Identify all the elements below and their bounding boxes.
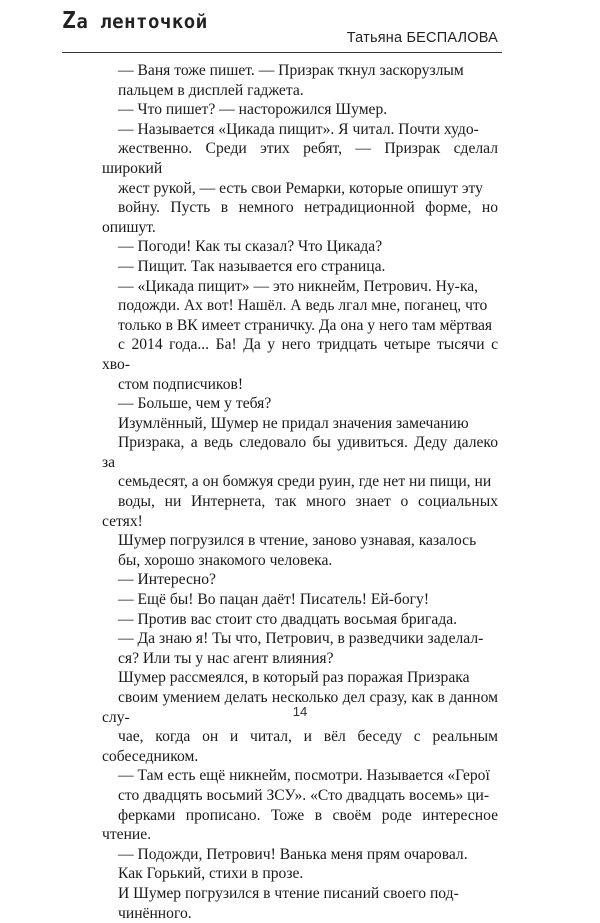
text-line: с 2014 года... Ба! Да у него тридцать четыре тысячи с хво- xyxy=(102,336,498,373)
text-line: — Интересно? xyxy=(118,571,216,589)
text-line: своим умением делать несколько дел сразу, как в данном слу- xyxy=(102,689,498,726)
text-line: И Шумер погрузился в чтение писаний своего под- xyxy=(118,884,459,902)
text-line: подожди. Ах вот! Нашёл. А ведь лгал мне, поганец, что xyxy=(118,297,488,315)
text-line: Призрака, а ведь следовало бы удивиться. Деду далеко за xyxy=(102,434,498,471)
series-title-initial: Z xyxy=(62,8,77,34)
text-line: — Да знаю я! Ты что, Петрович, в разведчики заделал- xyxy=(118,630,484,648)
text-line: сто двадцять восьмий ЗСУ». «Сто двадцать восемь» ци- xyxy=(118,786,490,804)
text-line: Как Горький, стихи в прозе. xyxy=(118,865,304,883)
header-rule xyxy=(62,52,502,53)
text-line: семьдесят, а он бомжуя среди руин, где нет ни пищи, ни xyxy=(118,473,492,491)
text-line: чае, когда он и читал, и вёл беседу с реальным собеседником. xyxy=(102,728,498,765)
text-line: жественно. Среди этих ребят, — Призрак сделал широкий xyxy=(102,140,498,177)
text-line: только в ВК имеет страничку. Да она у него там мёртвая xyxy=(118,316,493,334)
text-line: ферками прописано. Тоже в своём роде интересное чтение. xyxy=(102,806,498,844)
text-line: бы, хорошо знакомого человека. xyxy=(118,551,333,569)
text-line: — Против вас стоит сто двадцать восьмая бригада. xyxy=(118,610,458,628)
text-line: жест рукой, — есть свои Ремарки, которые опишут эту xyxy=(118,179,483,197)
text-line: — Погоди! Как ты сказал? Что Цикада? xyxy=(118,238,383,256)
text-line: ся? Или ты у нас агент влияния? xyxy=(118,649,334,667)
text-line: Изумлённый, Шумер не придал значения замечанию xyxy=(118,414,469,432)
text-line: — Ваня тоже пишет. — Призрак ткнул заскорузлым xyxy=(118,62,464,79)
text-line: Шумер рассмеялся, в который раз поражая Призрака xyxy=(118,669,470,687)
text-line: чинённого. xyxy=(118,904,192,922)
series-title xyxy=(62,8,208,34)
author-name: Татьяна БЕСПАЛОВА xyxy=(346,30,498,46)
page-number: 14 xyxy=(292,704,308,719)
text-line: — «Цикада пищит» — это никнейм, Петрович. Ну-ка, xyxy=(118,277,479,295)
text-line: — Пищит. Так называется его страница. xyxy=(118,257,386,275)
series-title-rest: а ленточкой xyxy=(76,11,208,33)
text-line: — Называется «Цикада пищит». Я читал. Почти худо- xyxy=(118,120,479,138)
running-header xyxy=(62,8,502,48)
text-line: войну. Пусть в немного нетрадиционной форме, но опишут. xyxy=(102,199,498,236)
text-line: — Что пишет? — насторожился Шумер. xyxy=(118,101,388,119)
text-line: стом подписчиков! xyxy=(118,375,244,393)
text-line: — Там есть ещё никнейм, посмотри. Называется «Герої xyxy=(118,767,490,785)
body-text xyxy=(102,61,498,923)
text-line: воды, ни Интернета, так много знает о социальных сетях! xyxy=(102,493,498,530)
text-line: — Ещё бы! Во пацан даёт! Писатель! Ей-богу! xyxy=(118,591,430,609)
text-line: Шумер погрузился в чтение, заново узнавая, казалось xyxy=(118,532,477,550)
text-line: пальцем в дисплей гаджета. xyxy=(118,81,304,99)
text-line: — Подожди, Петрович! Ванька меня прям очаровал. xyxy=(118,845,468,863)
text-line: — Больше, чем у тебя? xyxy=(118,395,272,413)
